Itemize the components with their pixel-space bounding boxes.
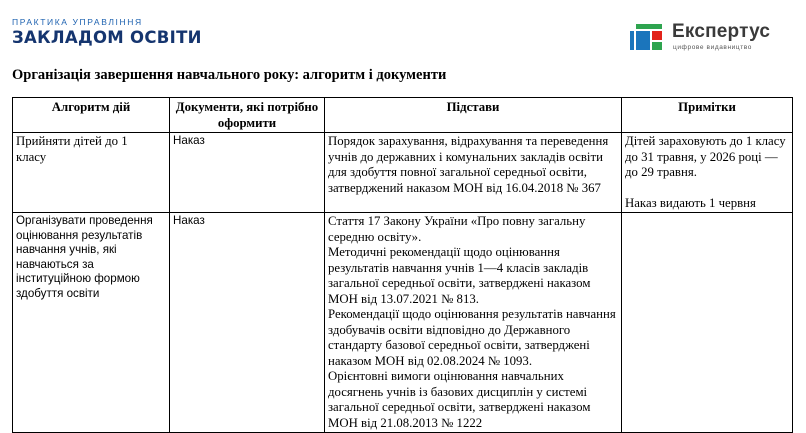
cell-action: Організувати проведення оцінювання результатів навчання учнів, які навчаються за інституційною формою здобуття освіти	[13, 213, 170, 433]
basis-item: Орієнтовні вимоги оцінювання навчальних досягнень учнів із базових дисциплін у системі загальної середньої освіти, затверджені наказом МОН від 21.08.2013 № 1222	[328, 369, 591, 430]
basis-item: Порядок зарахування, відрахування та переведення учнів до державних і комунальних закладів освіти для здобуття повної загальної середньої освіти, затверджений наказом МОН від 16.04.2018 № 367	[328, 134, 609, 195]
basis-item: Рекомендації щодо оцінювання результатів навчання здобувачів освіти відповідно до Державного стандарту базової середньої освіти, затверджені наказом МОН від 02.08.2024 № 1093.	[328, 307, 616, 368]
cell-action: Прийняти дітей до 1 класу	[13, 133, 170, 213]
cell-basis	[325, 133, 622, 213]
column-header-notes: Примітки	[622, 98, 793, 133]
brand-title: ЗАКЛАДОМ ОСВІТИ	[12, 28, 202, 47]
brand-subtitle: ПРАКТИКА УПРАВЛІННЯ	[12, 17, 143, 27]
column-header-basis: Підстави	[325, 98, 622, 133]
table-header-row	[13, 98, 793, 133]
algorithm-table	[12, 97, 793, 433]
publisher-name: Експертус	[672, 21, 771, 42]
expertus-logo-icon	[630, 24, 668, 50]
cell-document: Наказ	[170, 213, 325, 433]
table-row	[13, 133, 793, 213]
publisher-logo	[630, 21, 800, 56]
cell-notes	[622, 133, 793, 213]
cell-notes	[622, 213, 793, 433]
note-item: Наказ видають 1 червня	[625, 195, 756, 210]
cell-basis	[325, 213, 622, 433]
table-row	[13, 213, 793, 433]
column-header-action: Алгоритм дій	[13, 98, 170, 133]
cell-document: Наказ	[170, 133, 325, 213]
basis-item: Стаття 17 Закону України «Про повну загальну середню освіту».	[328, 214, 586, 244]
note-item: Дітей зараховують до 1 класу до 31 травня, у 2026 році — до 29 травня.	[625, 134, 786, 179]
publisher-tagline: цифрове видавництво	[673, 44, 752, 51]
column-header-documents: Документи, які потрібно оформити	[170, 98, 325, 133]
document-title: Організація завершення навчального року: алгоритм і документи	[12, 67, 447, 83]
brand-block	[12, 17, 202, 49]
basis-item: Методичні рекомендації щодо оцінювання результатів навчання учнів 1—4 класів закладів загальної середньої освіти, затверджені наказом МОН від 13.07.2021 № 813.	[328, 245, 591, 306]
